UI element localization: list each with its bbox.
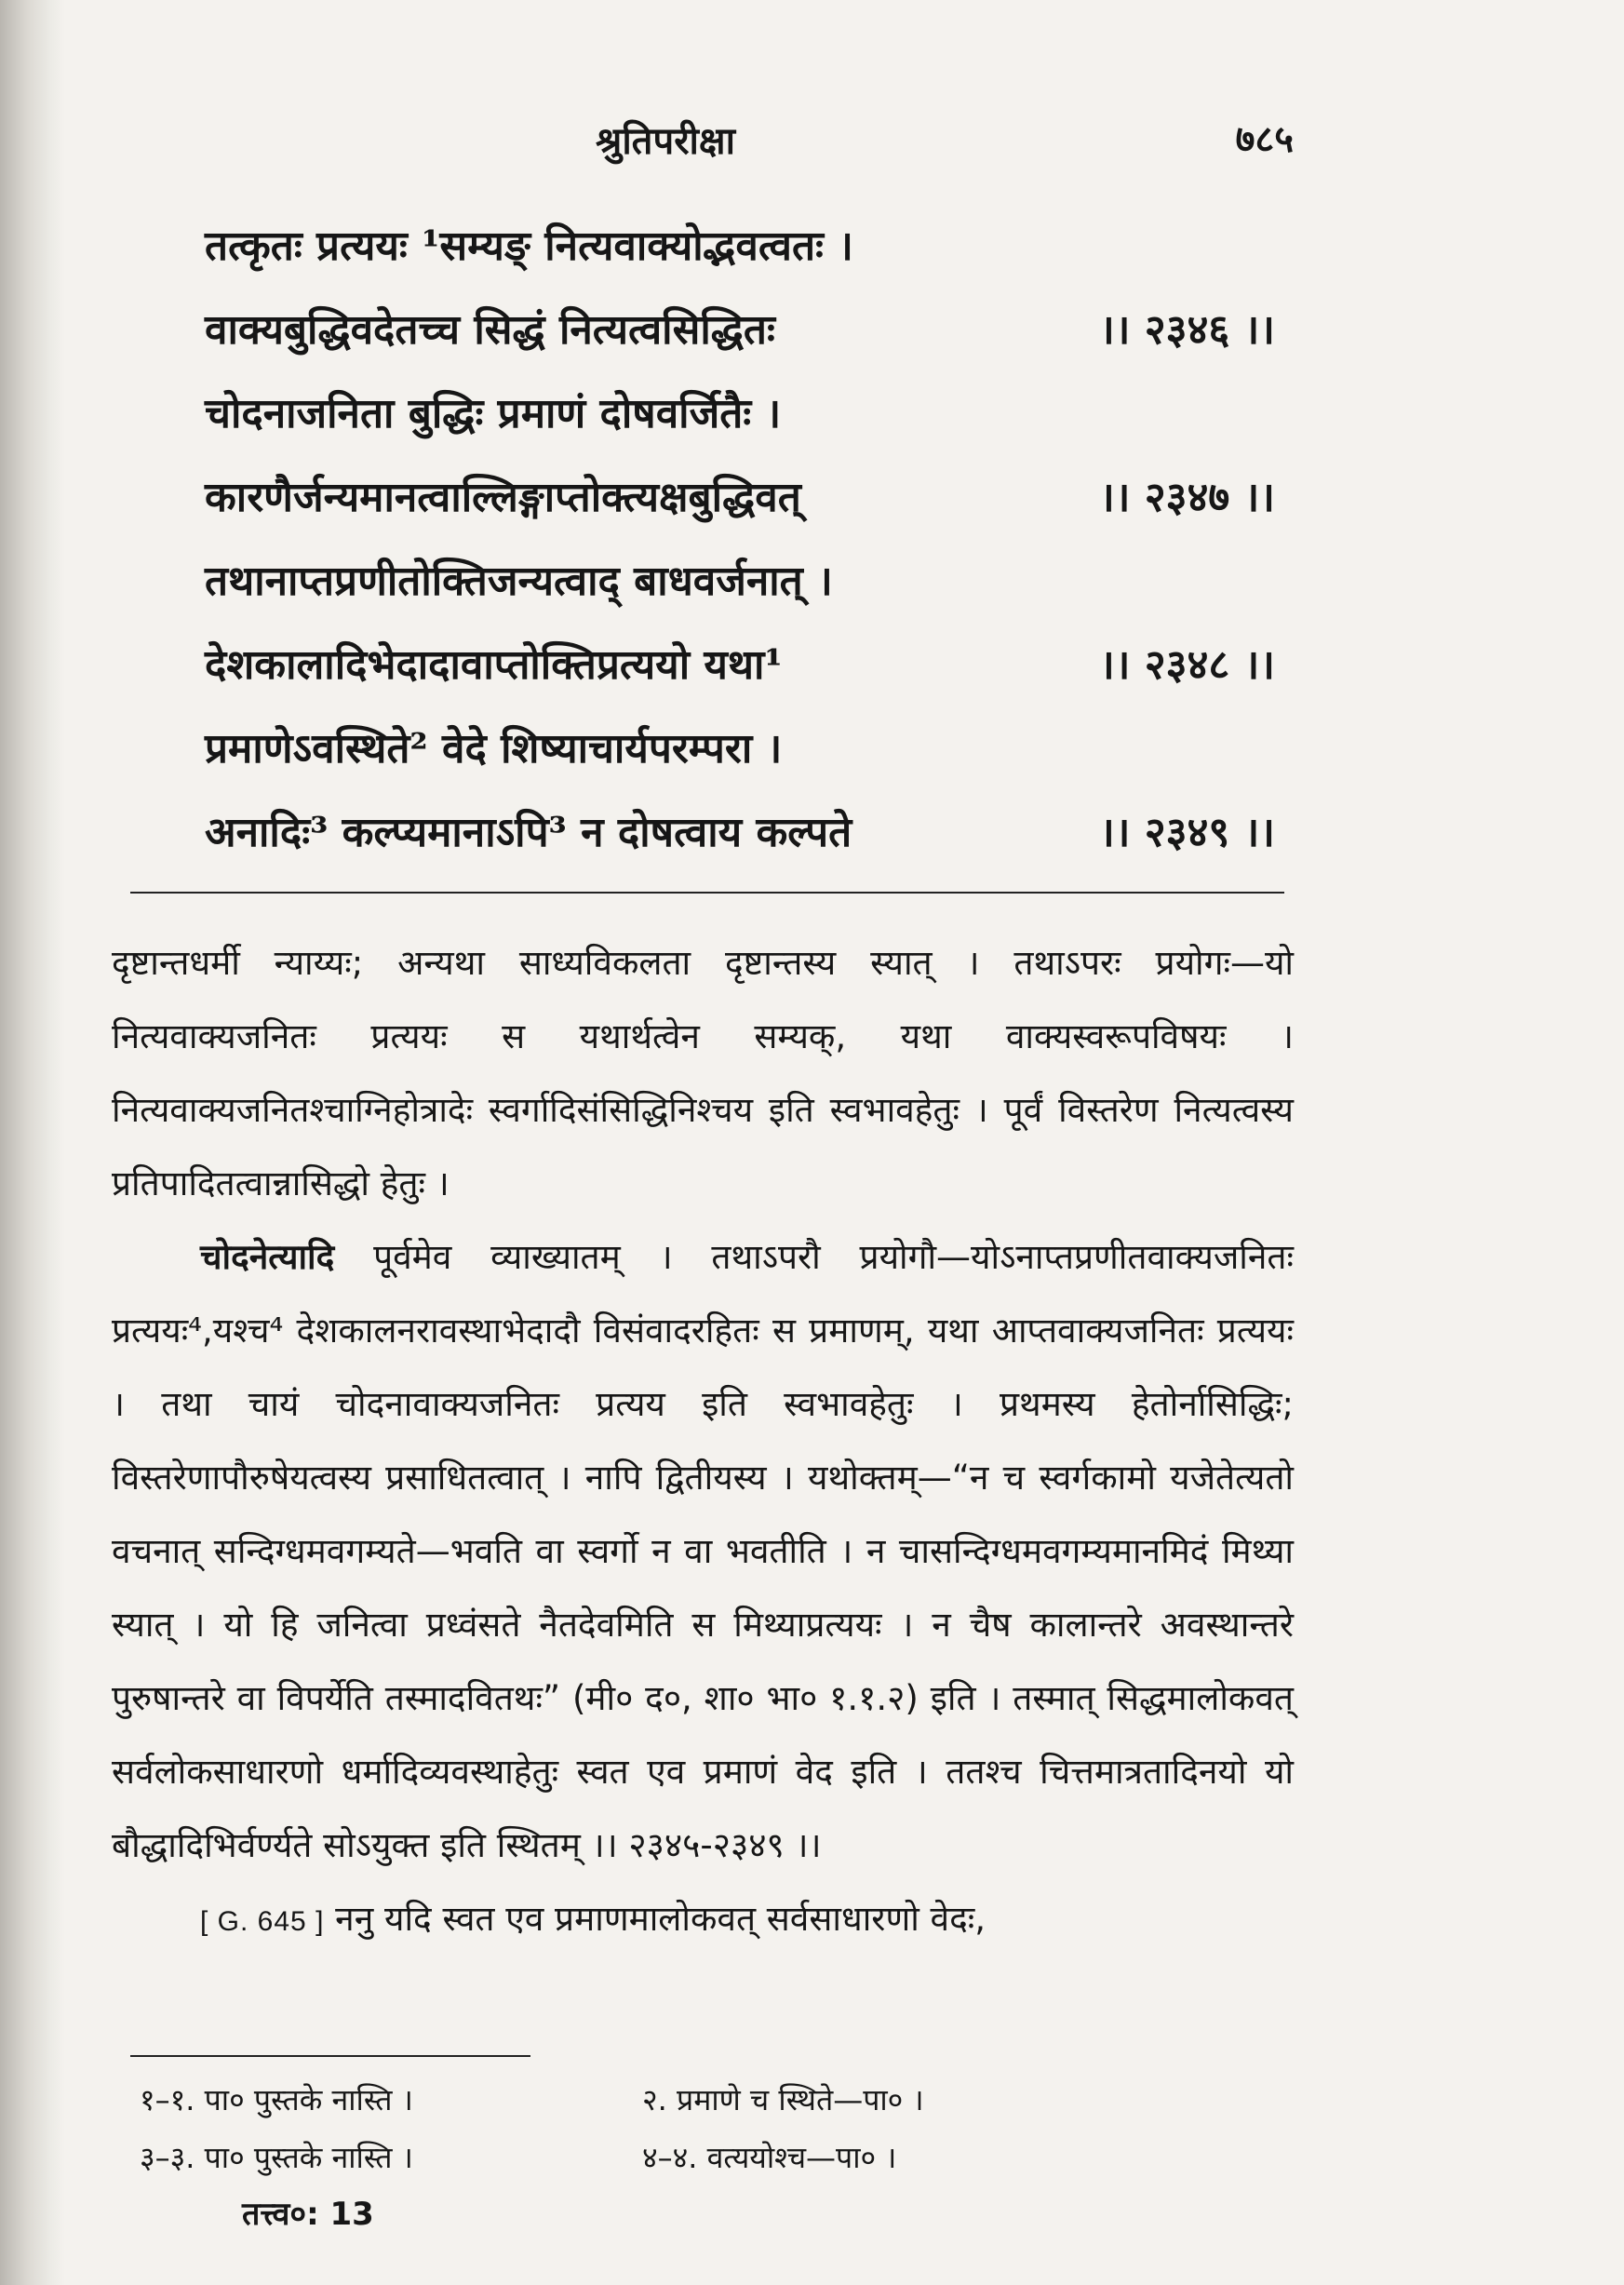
verse-text: चोदनाजनिता बुद्धिः प्रमाणं दोषवर्जितैः । — [205, 390, 782, 437]
verse-line — [205, 456, 1275, 540]
commentary-paragraph — [112, 1882, 1294, 1958]
verse-line — [205, 372, 1275, 456]
verse-line — [205, 624, 1275, 707]
commentary-lead-word: चोदनेत्यादि — [200, 1237, 335, 1277]
verse-number: ।। २३४९ ।। — [1099, 809, 1275, 856]
verse-number: ।। २३४६ ।। — [1099, 306, 1275, 354]
footnotes — [112, 2071, 1294, 2186]
verse-number: ।। २३४७ ।। — [1099, 474, 1275, 521]
verse-number: ।। २३४८ ।। — [1099, 641, 1275, 689]
verse-line — [205, 707, 1275, 791]
footnote: १–१. पा० पुस्तके नास्ति । — [140, 2082, 413, 2117]
signature-mark: तत्त्व०: 13 — [242, 2196, 374, 2233]
verse-text: प्रमाणेऽवस्थिते² वेदे शिष्याचार्यपरम्परा । — [205, 725, 783, 773]
verse-text: कारणैर्जन्यमानत्वाल्लिङ्गाप्तोक्त्यक्षबुद्धिवत् — [205, 474, 801, 521]
commentary-text: ननु यदि स्वत एव प्रमाणमालोकवत् सर्वसाधारणो वेदः, — [324, 1899, 986, 1939]
commentary-block — [112, 926, 1294, 1958]
verse-line — [205, 540, 1275, 624]
footnote-rule — [130, 2055, 530, 2057]
verse-text: तथानाप्तप्रणीतोक्तिजन्यत्वाद् बाधवर्जनात् । — [205, 558, 833, 605]
page-number: ७८५ — [1235, 118, 1294, 161]
verse-line — [205, 205, 1275, 289]
footnote: ४–४. वत्ययोश्च—पा० । — [642, 2140, 897, 2175]
commentary-text: दृष्टान्तधर्मी न्याय्यः; अन्यथा साध्यविकलता दृष्टान्तस्य स्यात् । तथाऽपरः प्रयोगः—यो नित्यवाक्यजनितः प्रत्ययः स यथार्थत्वेन सम्यक्, यथा वाक्यस्वरूपविषयः । नित्यवाक्यजनितश्चाग्निहोत्रादेः स्वर्गादिसंसिद्धिनिश्चय इति स्वभावहेतुः । पूर्वं विस्तरेण नित्यत्वस्य प्रतिपादितत्वान्नासिद्धो हेतुः । — [112, 943, 1294, 1203]
commentary-paragraph — [112, 926, 1294, 1220]
running-header — [112, 102, 1294, 177]
edition-page-reference: [ G. 645 ] — [200, 1906, 325, 1937]
verse-text: अनादिः³ कल्प्यमानाऽपि³ न दोषत्वाय कल्पते — [205, 809, 852, 856]
book-page — [112, 93, 1294, 2252]
footnote-row — [112, 2129, 1294, 2186]
verse-text: वाक्यबुद्धिवदेतच्च सिद्धं नित्यत्वसिद्धितः — [205, 306, 775, 354]
page-title: श्रुतिपरीक्षा — [596, 120, 735, 163]
verse-text: तत्कृतः प्रत्ययः ¹सम्यङ् नित्यवाक्योद्भवत्वतः । — [205, 222, 853, 270]
verse-line — [205, 791, 1275, 875]
divider-rule — [130, 892, 1284, 894]
verse-block — [205, 205, 1275, 875]
scan-shadow-edge — [0, 0, 65, 2285]
verse-line — [205, 289, 1275, 372]
commentary-paragraph — [112, 1220, 1294, 1882]
footnote-row — [112, 2071, 1294, 2129]
verse-text: देशकालादिभेदादावाप्तोक्तिप्रत्ययो यथा¹ — [205, 641, 783, 689]
footnote: २. प्रमाणे च स्थिते—पा० । — [642, 2082, 924, 2117]
commentary-text: पूर्वमेव व्याख्यातम् । तथाऽपरौ प्रयोगौ—योऽनाप्तप्रणीतवाक्यजनितः प्रत्ययः⁴,यश्च⁴ देशकालनरावस्थाभेदादौ विसंवादरहितः स प्रमाणम्, यथा आप्तवाक्यजनितः प्रत्ययः । तथा चायं चोदनावाक्यजनितः प्रत्यय इति स्वभावहेतुः । प्रथमस्य हेतोर्नासिद्धिः; विस्तरेणापौरुषेयत्वस्य प्रसाधितत्वात् । नापि द्वितीयस्य । यथोक्तम्—“न च स्वर्गकामो यजेतेत्यतो वचनात् सन्दिग्धमवगम्यते—भवति वा स्वर्गो न वा भवतीति । न चासन्दिग्धमवगम्यमानमिदं मिथ्या स्यात् । यो हि जनित्वा प्रध्वंसते नैतदेवमिति स मिथ्याप्रत्ययः । न चैष कालान्तरे अवस्थान्तरे पुरुषान्तरे वा विपर्येति तस्मादवितथः” (मी० द०, शा० भा० १.१.२) इति । तस्मात् सिद्धमालोकवत् सर्वलोकसाधारणो धर्मादिव्यवस्थाहेतुः स्वत एव प्रमाणं वेद इति । ततश्च चित्तमात्रतादिनयो यो बौद्धादिभिर्वर्ण्यते सोऽयुक्त इति स्थितम् ।। २३४५-२३४९ ।। — [112, 1237, 1294, 1865]
footnote: ३–३. पा० पुस्तके नास्ति । — [140, 2140, 413, 2175]
